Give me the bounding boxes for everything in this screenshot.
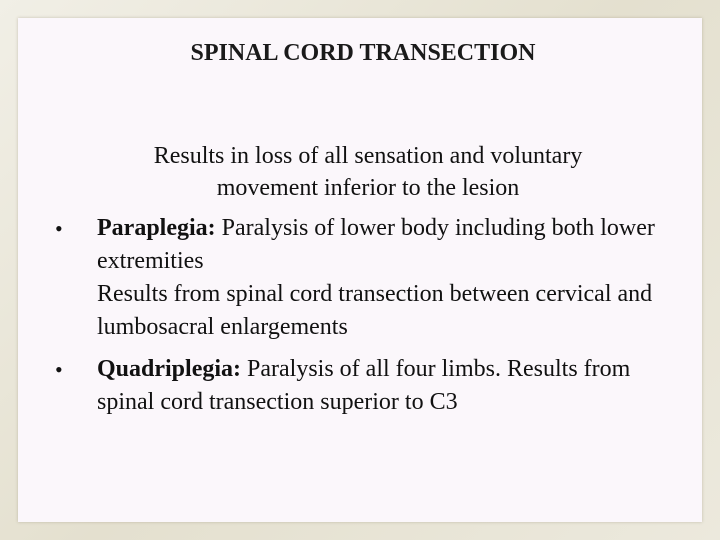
bullet-marker: • <box>55 216 63 241</box>
bullet-marker: • <box>55 357 63 382</box>
intro-text <box>78 140 658 204</box>
intro-line-1: Results in loss of all sensation and voluntary <box>153 143 583 169</box>
term-quadriplegia: Quadriplegia: <box>97 356 242 382</box>
bullet-paraplegia <box>18 212 687 344</box>
bullet-paraplegia-definition <box>97 212 687 278</box>
slide-canvas <box>18 18 702 522</box>
bullet-list <box>18 212 702 419</box>
paraplegia-cause: Results from spinal cord transection between cervical and lumbosacral enlargements <box>97 281 653 340</box>
paraplegia-text: Paralysis of lower body including both lower extremities <box>97 215 655 274</box>
slide-title: SPINAL CORD TRANSECTION <box>190 40 536 66</box>
quadriplegia-text: Paralysis of all four limbs. Results from spinal cord transection superior to C3 <box>97 356 631 415</box>
intro-line-2: movement inferior to the lesion <box>216 175 520 201</box>
bullet-quadriplegia <box>18 353 687 419</box>
bullet-quadriplegia-definition <box>97 353 687 419</box>
term-paraplegia: Paraplegia: <box>97 215 216 241</box>
